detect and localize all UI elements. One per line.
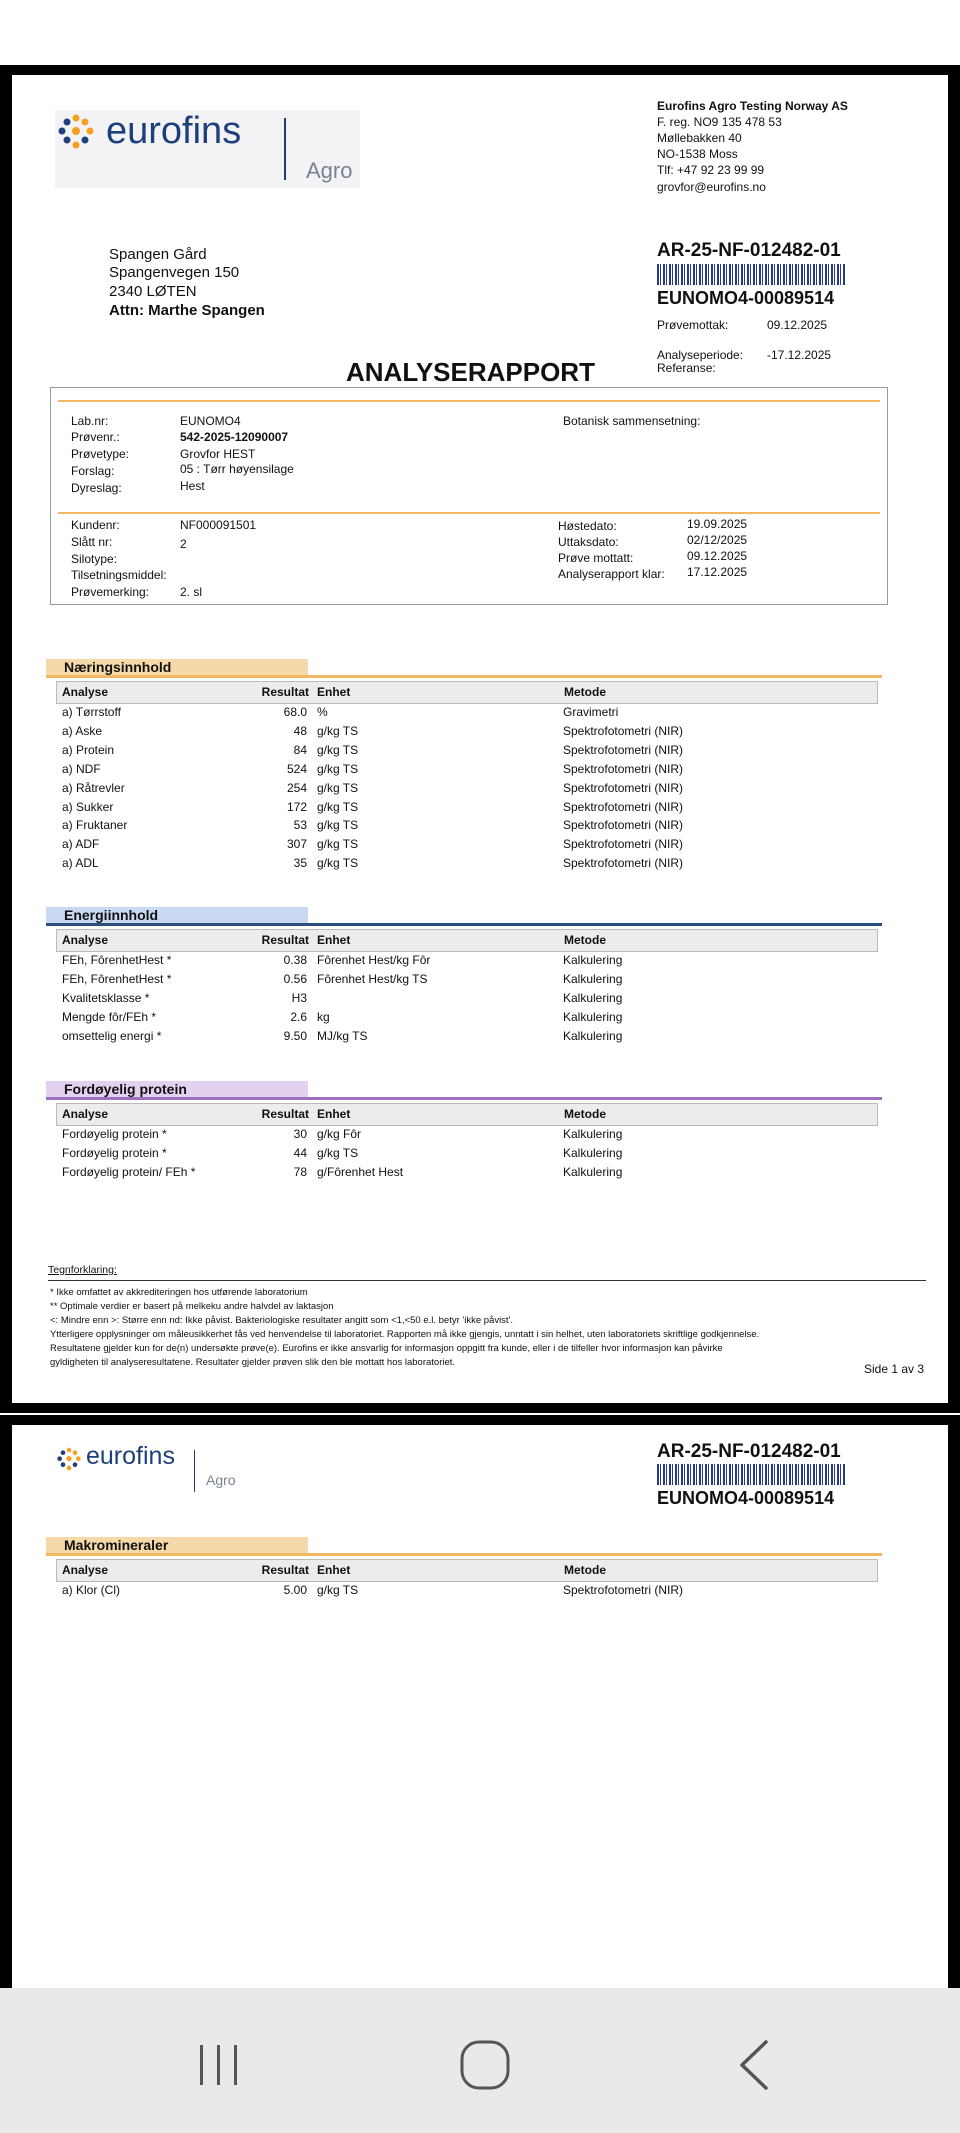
column-header-analyse: Analyse [62, 933, 109, 947]
column-header-analyse: Analyse [62, 1563, 109, 1577]
legend-line [48, 1280, 926, 1281]
table-row [60, 800, 876, 819]
column-header-metode: Metode [564, 1563, 606, 1577]
cell-resultat: 53 [293, 818, 307, 833]
info2-value-slatt: 2 [180, 537, 187, 551]
cell-resultat: 48 [293, 723, 307, 738]
recipient-line3: 2340 LØTEN [109, 283, 197, 300]
info-label-labnr: Lab.nr: [71, 414, 109, 428]
cell-metode: Spektrofotometri (NIR) [563, 742, 684, 757]
cell-resultat: 30 [293, 1127, 307, 1141]
column-header-enhet: Enhet [317, 1563, 351, 1577]
cell-analyse: a) Aske [62, 723, 103, 738]
cell-resultat: 254 [286, 780, 307, 795]
cell-metode: Spektrofotometri (NIR) [563, 761, 684, 776]
table-header [56, 681, 878, 704]
report-id: AR-25-NF-012482-01 [657, 240, 841, 261]
cell-analyse: a) Tørrstoff [62, 705, 121, 719]
info2-value-merking: 2. sl [180, 585, 203, 599]
cell-resultat: 2.6 [290, 1009, 307, 1024]
column-header-analyse: Analyse [62, 685, 109, 699]
cell-analyse: a) Fruktaner [62, 818, 128, 833]
cell-enhet: g/kg TS [317, 799, 359, 814]
meta-label-1: Analyseperiode: [657, 348, 744, 362]
cell-analyse: Fordøyelig protein/ FEh * [62, 1164, 196, 1179]
info2-label-slatt: Slått nr: [71, 535, 113, 549]
table-row [60, 818, 876, 837]
cell-resultat: 0.56 [283, 971, 307, 986]
section-rule [46, 1553, 882, 1556]
cell-analyse: a) Klor (Cl) [62, 1583, 121, 1597]
home-icon[interactable] [458, 2038, 512, 2092]
info2-label-klar: Analyserapport klar: [558, 567, 665, 581]
column-header-resultat: Resultat [261, 1563, 309, 1577]
info-value-provetype: Grovfor HEST [180, 447, 256, 461]
cell-metode: Spektrofotometri (NIR) [563, 818, 684, 833]
report-title: ANALYSERAPPORT [346, 357, 595, 387]
table-row [60, 991, 876, 1010]
company-phone: Tlf: +47 92 23 99 99 [657, 163, 765, 177]
company-email: grovfor@eurofins.no [657, 180, 766, 194]
table-row [60, 972, 876, 991]
cell-enhet: g/kg TS [317, 1145, 359, 1160]
legend-text-4: Resultatene gjelder kun for de(n) undersøkte prøve(e). Eurofins er ikke ansvarlig for informasjon oppgitt fra kunde, eller i de tilfeller hvor informasjon kan påvirke [50, 1343, 723, 1354]
info2-label-tilsetning: Tilsetningsmiddel: [71, 568, 167, 582]
company-reg: F. reg. NO9 135 478 53 [657, 115, 782, 129]
meta-label-2: Referanse: [657, 361, 716, 375]
column-header-resultat: Resultat [261, 685, 309, 699]
info-mid-line [58, 512, 880, 514]
column-header-resultat: Resultat [261, 933, 309, 947]
meta-value-1: -17.12.2025 [767, 348, 832, 362]
cell-resultat: 0.38 [283, 953, 307, 967]
cell-metode: Kalkulering [563, 1164, 623, 1179]
cell-metode: Kalkulering [563, 1127, 623, 1141]
cell-resultat: 5.00 [283, 1583, 307, 1597]
legend-text-0: * Ikke omfattet av akkrediteringen hos utførende laboratorium [50, 1287, 308, 1298]
cell-analyse: a) Protein [62, 742, 115, 757]
cell-analyse: a) Sukker [62, 799, 114, 814]
cell-metode: Spektrofotometri (NIR) [563, 1583, 684, 1597]
section-rule [46, 675, 882, 678]
info-label-provetype: Prøvetype: [71, 447, 130, 461]
cell-enhet: g/kg TS [317, 856, 359, 871]
section-title: Energiinnhold [46, 907, 308, 923]
table-row [60, 1127, 876, 1146]
meta-label-0: Prøvemottak: [657, 318, 729, 332]
table-header [56, 1103, 878, 1126]
cell-enhet: g/kg TS [317, 818, 359, 833]
info2-value-uttaksdato: 02/12/2025 [687, 533, 748, 547]
column-header-analyse: Analyse [62, 1107, 109, 1121]
cell-resultat: 44 [293, 1145, 307, 1160]
cell-metode: Spektrofotometri (NIR) [563, 780, 684, 795]
page-number: Side 1 av 3 [864, 1362, 925, 1376]
cell-resultat: 524 [286, 761, 307, 776]
info-value-labnr: EUNOMO4 [180, 414, 241, 428]
info2-label-uttaksdato: Uttaksdato: [558, 535, 619, 549]
info2-label-mottatt: Prøve mottatt: [558, 551, 634, 565]
info-box [50, 387, 888, 605]
cell-enhet: Fôrenhet Hest/kg Fôr [317, 953, 431, 967]
brand-name-p2: eurofins [86, 1442, 175, 1470]
cell-analyse: a) ADL [62, 856, 99, 871]
table-row [60, 743, 876, 762]
legend-text-2: <: Mindre enn >: Større enn nd: Ikke påvist. Bakteriologiske resultater angitt som <1,<50 e.l. betyr 'ikke påvist'. [50, 1315, 514, 1326]
cell-enhet: Fôrenhet Hest/kg TS [317, 971, 428, 986]
barcode [657, 264, 845, 285]
cell-analyse: a) Råtrevler [62, 780, 125, 795]
section-title: Makromineraler [46, 1537, 308, 1553]
recipient-line1: Spangen Gård [109, 246, 207, 263]
cell-metode: Spektrofotometri (NIR) [563, 723, 684, 738]
back-icon[interactable] [734, 2038, 774, 2092]
logo-divider-p2 [194, 1450, 195, 1492]
cell-metode: Kalkulering [563, 971, 623, 986]
cell-enhet: g/kg TS [317, 837, 359, 852]
cell-analyse: FEh, FôrenhetHest * [62, 953, 172, 967]
section-title: Fordøyelig protein [46, 1081, 308, 1097]
table-row [60, 1010, 876, 1029]
cell-analyse: Kvalitetsklasse * [62, 990, 150, 1005]
column-header-metode: Metode [564, 933, 606, 947]
cell-resultat: 78 [293, 1164, 307, 1179]
info-top-line [58, 400, 880, 402]
cell-analyse: Fordøyelig protein * [62, 1127, 167, 1141]
column-header-metode: Metode [564, 685, 606, 699]
cell-analyse: omsettelig energi * [62, 1028, 162, 1043]
eurofins-logo-icon [55, 112, 97, 154]
table-header [56, 929, 878, 952]
barcode-p2 [657, 1464, 845, 1485]
cell-analyse: a) ADF [62, 837, 100, 852]
cell-enhet: kg [317, 1009, 330, 1024]
report-id-p2: AR-25-NF-012482-01 [657, 1441, 841, 1462]
cell-enhet: g/Fôrenhet Hest [317, 1164, 404, 1179]
info2-value-kundenr: NF000091501 [180, 518, 257, 532]
column-header-metode: Metode [564, 1107, 606, 1121]
page-2 [12, 1425, 948, 1988]
brand-name: eurofins [106, 110, 242, 152]
cell-resultat: 9.50 [283, 1028, 307, 1043]
cell-enhet: g/kg TS [317, 723, 359, 738]
company-street: Møllebakken 40 [657, 131, 742, 145]
cell-analyse: Mengde fôr/FEh * [62, 1009, 157, 1024]
eurofins-logo-icon-small [55, 1446, 83, 1474]
cell-enhet: g/kg Fôr [317, 1127, 362, 1141]
section-rule [46, 1097, 882, 1100]
legend-text-1: ** Optimale verdier er basert på melkeku andre halvdel av laktasjon [50, 1301, 334, 1312]
cell-metode: Kalkulering [563, 1145, 623, 1160]
cell-resultat: 84 [293, 742, 307, 757]
cell-metode: Kalkulering [563, 990, 623, 1005]
cell-metode: Kalkulering [563, 1028, 623, 1043]
info2-value-hostedato: 19.09.2025 [687, 517, 748, 531]
column-header-resultat: Resultat [261, 1107, 309, 1121]
table-header [56, 1559, 878, 1582]
company-postal: NO-1538 Moss [657, 147, 738, 161]
cell-metode: Gravimetri [563, 705, 619, 719]
cell-resultat: 68.0 [283, 705, 307, 719]
legend-text-5: gyldigheten til analyseresultatene. Resultater gjelder prøven slik den ble mottatt hos laboratoriet. [50, 1357, 456, 1368]
cell-resultat: H3 [291, 990, 307, 1005]
info2-label-hostedato: Høstedato: [558, 519, 617, 533]
botanical-label: Botanisk sammensetning: [563, 414, 701, 428]
cell-metode: Spektrofotometri (NIR) [563, 837, 684, 852]
recipient-attn: Attn: Marthe Spangen [109, 302, 265, 319]
section-title: Næringsinnhold [46, 659, 308, 675]
cell-enhet: g/kg TS [317, 1583, 359, 1597]
cell-resultat: 307 [286, 837, 307, 852]
table-row [60, 856, 876, 875]
company-name: Eurofins Agro Testing Norway AS [657, 99, 848, 113]
cell-enhet: g/kg TS [317, 761, 359, 776]
info-label-provenr: Prøvenr.: [71, 430, 120, 444]
table-row [60, 724, 876, 743]
brand-division-p2: Agro [206, 1472, 236, 1488]
table-row [60, 953, 876, 972]
info-label-dyreslag: Dyreslag: [71, 481, 122, 495]
column-header-enhet: Enhet [317, 1107, 351, 1121]
info-value-dyreslag: Hest [180, 479, 205, 493]
meta-value-0: 09.12.2025 [767, 318, 828, 332]
cell-analyse: a) NDF [62, 761, 101, 776]
cell-resultat: 35 [293, 856, 307, 871]
sample-code: EUNOMO4-00089514 [657, 288, 835, 308]
table-row [60, 1583, 876, 1602]
cell-enhet: g/kg TS [317, 780, 359, 795]
cell-enhet: MJ/kg TS [317, 1028, 368, 1043]
brand-division: Agro [306, 158, 353, 183]
info2-value-mottatt: 09.12.2025 [687, 549, 748, 563]
info-value-provenr: 542-2025-12090007 [180, 430, 289, 444]
cell-enhet: % [317, 705, 328, 719]
table-row [60, 781, 876, 800]
recipient-line2: Spangenvegen 150 [109, 264, 240, 281]
table-row [60, 1146, 876, 1165]
cell-analyse: FEh, FôrenhetHest * [62, 971, 172, 986]
table-row [60, 1165, 876, 1184]
cell-metode: Kalkulering [563, 953, 623, 967]
table-row [60, 705, 876, 724]
info-label-forslag: Forslag: [71, 464, 115, 478]
cell-enhet: g/kg TS [317, 742, 359, 757]
info2-label-silotype: Silotype: [71, 552, 118, 566]
legend-heading: Tegnforklaring: [48, 1264, 117, 1276]
column-header-enhet: Enhet [317, 933, 351, 947]
recent-apps-icon[interactable] [194, 2040, 244, 2090]
table-row [60, 837, 876, 856]
info-value-forslag: 05 : Tørr høyensilage [180, 462, 294, 476]
info2-label-kundenr: Kundenr: [71, 518, 120, 532]
info2-label-merking: Prøvemerking: [71, 585, 150, 599]
column-header-enhet: Enhet [317, 685, 351, 699]
section-rule [46, 923, 882, 926]
legend-text-3: Ytterligere opplysninger om måleusikkerhet fås ved henvendelse til laboratoriet. Rapporten må ikke gjengis, unntatt i sin helhet, uten laboratoriets skriftlige godkjennelse. [50, 1329, 760, 1340]
cell-metode: Spektrofotometri (NIR) [563, 856, 684, 871]
cell-metode: Kalkulering [563, 1009, 623, 1024]
cell-analyse: Fordøyelig protein * [62, 1145, 167, 1160]
info2-value-klar: 17.12.2025 [687, 565, 748, 579]
cell-metode: Spektrofotometri (NIR) [563, 799, 684, 814]
table-row [60, 762, 876, 781]
table-row [60, 1029, 876, 1048]
sample-code-p2: EUNOMO4-00089514 [657, 1488, 835, 1508]
cell-resultat: 172 [286, 799, 307, 814]
logo-divider [284, 118, 286, 180]
